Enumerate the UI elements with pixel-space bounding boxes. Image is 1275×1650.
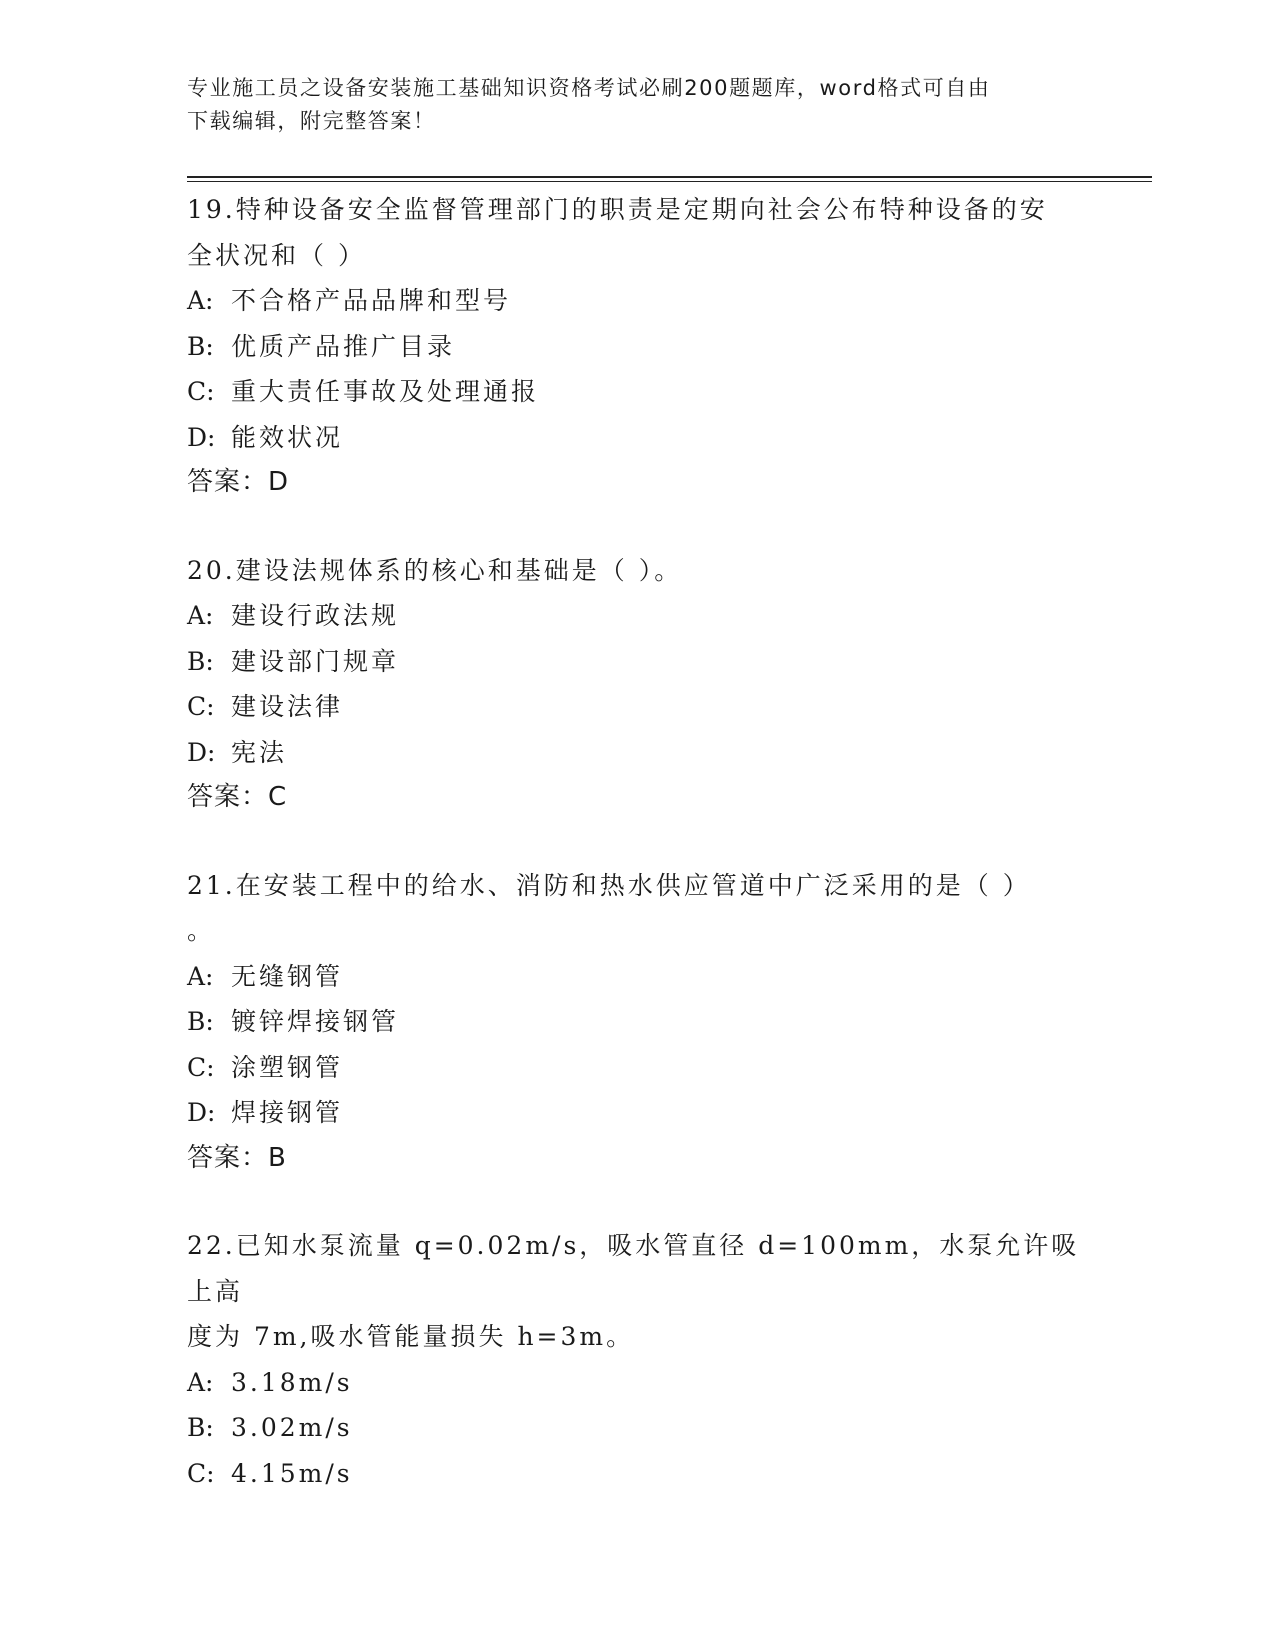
answer-line: 答案：D <box>187 467 290 497</box>
question-text-line: 全状况和（ ） <box>187 240 366 270</box>
option-key: B: <box>187 1413 214 1442</box>
option-key: A: <box>187 286 214 315</box>
option-text: 能效状况 <box>231 422 344 452</box>
header-divider-thick <box>187 176 1152 178</box>
header-divider-thin <box>187 181 1152 182</box>
option-a <box>187 278 1087 324</box>
option-key: A: <box>187 601 214 630</box>
question-text-line: 22.已知水泵流量 q=0.02m/s，吸水管直径 d=100mm，水泵允许吸上高 <box>187 1231 1080 1306</box>
option-key: C: <box>187 1052 215 1082</box>
question-text-line: 19.特种设备安全监督管理部门的职责是定期向社会公布特种设备的安 <box>187 195 1048 224</box>
option-a <box>187 593 1087 639</box>
option-b <box>187 999 1087 1045</box>
option-b <box>187 1405 1087 1451</box>
option-key: C: <box>187 377 215 406</box>
option-text: 无缝钢管 <box>231 961 344 991</box>
option-text: 3.02m/s <box>231 1413 353 1442</box>
question-text-line: 。 <box>187 916 216 945</box>
header-line-2: 下载编辑，附完整答案！ <box>187 109 436 133</box>
question-spacer <box>187 1181 1087 1223</box>
question-text-line: 20.建设法规体系的核心和基础是（ ）。 <box>187 555 683 585</box>
option-b <box>187 639 1087 685</box>
option-c <box>187 369 1087 415</box>
option-d <box>187 1090 1087 1136</box>
option-a <box>187 954 1087 1000</box>
document-header <box>187 72 1067 138</box>
question-22 <box>187 1223 1087 1496</box>
option-key: C: <box>187 692 215 721</box>
option-c <box>187 684 1087 730</box>
option-key: D: <box>187 422 216 452</box>
question-20 <box>187 548 1087 821</box>
option-key: B: <box>187 1007 214 1036</box>
answer-line: 答案：B <box>187 1142 287 1173</box>
option-text: 建设行政法规 <box>231 601 400 630</box>
option-key: D: <box>187 1098 216 1127</box>
question-21 <box>187 863 1087 1182</box>
question-list <box>187 187 1087 1496</box>
option-text: 不合格产品品牌和型号 <box>231 286 512 315</box>
option-key: D: <box>187 737 216 767</box>
option-text: 重大责任事故及处理通报 <box>231 377 540 406</box>
option-key: A: <box>187 1367 214 1397</box>
option-key: B: <box>187 331 214 361</box>
question-text-line: 度为 7m,吸水管能量损失 h=3m。 <box>187 1322 635 1351</box>
option-b <box>187 324 1087 370</box>
option-d <box>187 730 1087 776</box>
option-c <box>187 1451 1087 1497</box>
question-19 <box>187 187 1087 506</box>
option-text: 建设部门规章 <box>231 646 400 676</box>
question-spacer <box>187 506 1087 548</box>
option-text: 4.15m/s <box>231 1458 353 1488</box>
option-key: A: <box>187 961 214 991</box>
question-text-line: 21.在安装工程中的给水、消防和热水供应管道中广泛采用的是（ ） <box>187 870 1031 900</box>
option-text: 3.18m/s <box>231 1367 353 1397</box>
option-text: 优质产品推广目录 <box>231 331 456 361</box>
option-text: 焊接钢管 <box>231 1098 344 1127</box>
question-spacer <box>187 821 1087 863</box>
option-key: B: <box>187 646 214 676</box>
option-text: 镀锌焊接钢管 <box>231 1007 400 1036</box>
header-line-1: 专业施工员之设备安装施工基础知识资格考试必刷200题题库，word格式可自由 <box>187 76 991 100</box>
option-c <box>187 1045 1087 1091</box>
option-text: 涂塑钢管 <box>231 1052 344 1082</box>
option-d <box>187 415 1087 461</box>
option-text: 宪法 <box>231 737 288 767</box>
option-text: 建设法律 <box>231 692 344 721</box>
answer-line: 答案：C <box>187 782 288 812</box>
option-key: C: <box>187 1458 215 1488</box>
option-a <box>187 1360 1087 1406</box>
